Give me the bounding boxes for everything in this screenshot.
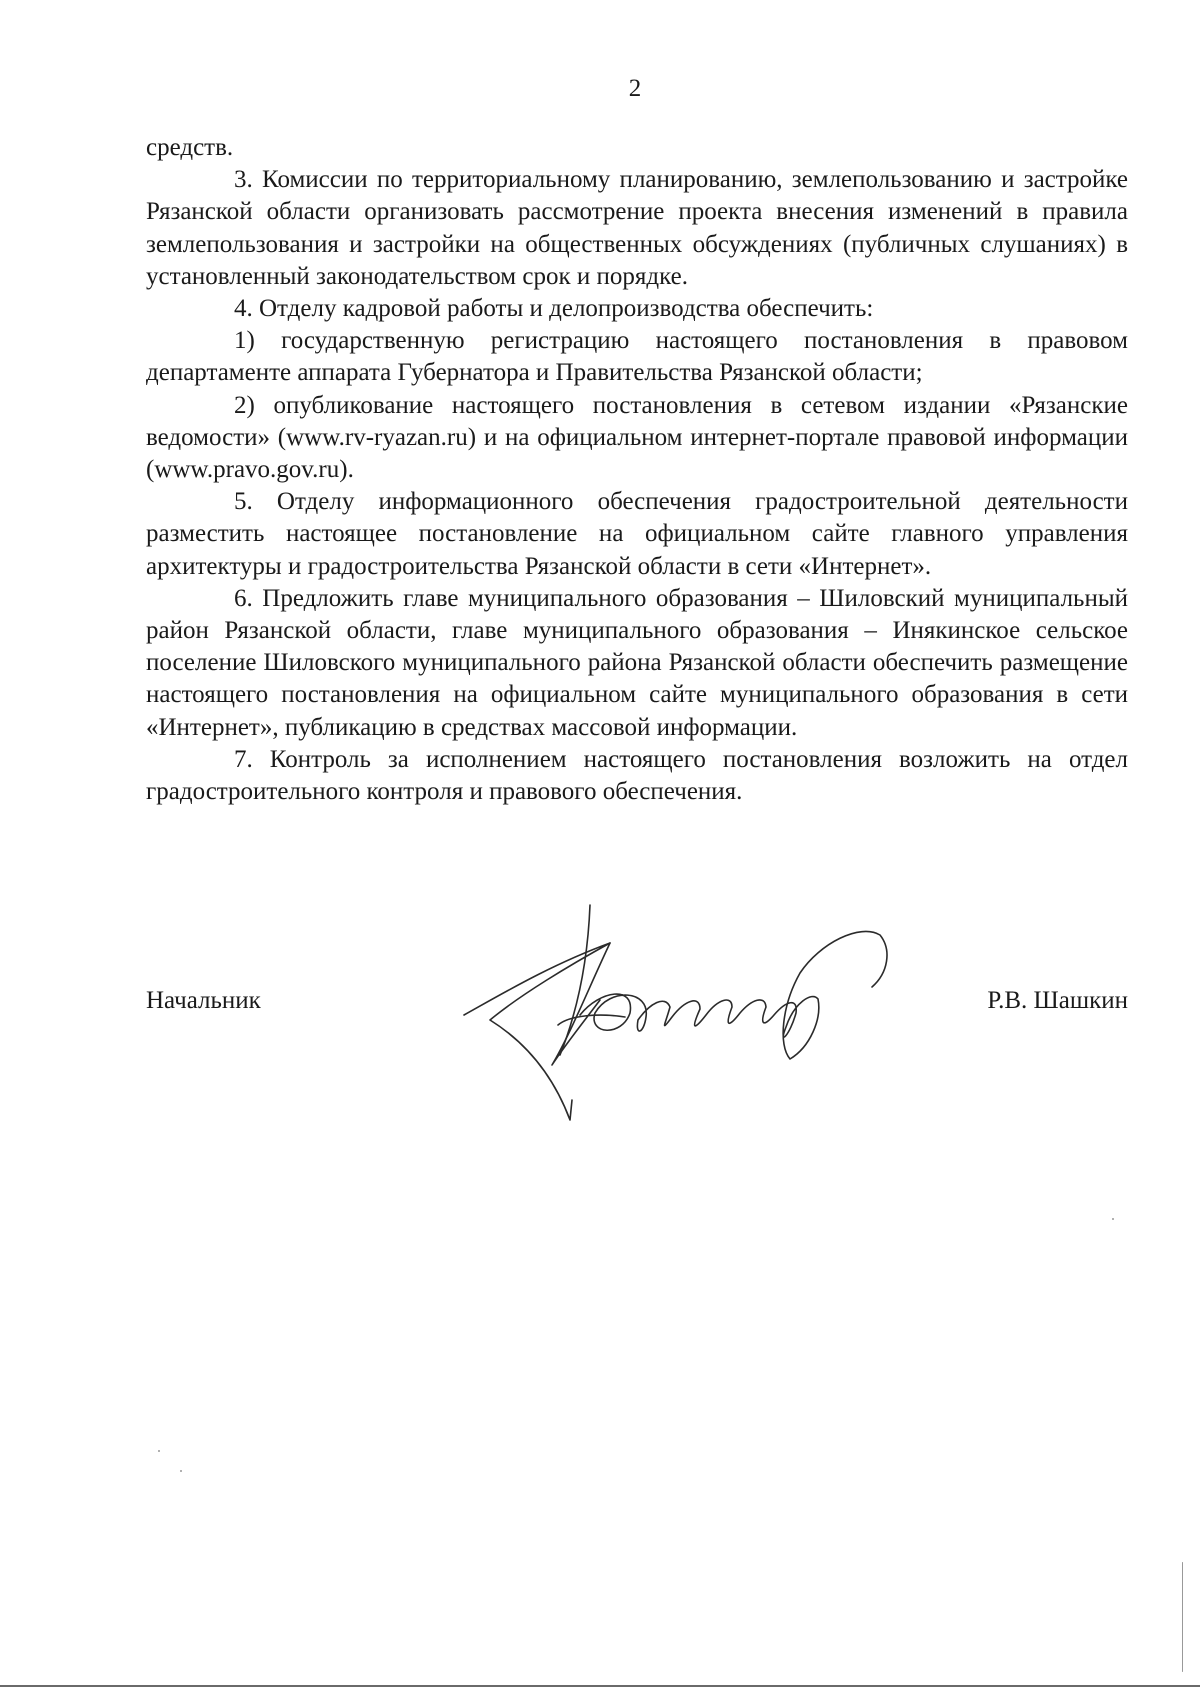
- paragraph-item-3: 3. Комиссии по территориальному планированию, землепользованию и застройке Рязанской области организовать рассмотрение проекта внесения изменений в правила землепользования и застройки на общественных обсуждениях (публичных слушаниях) в установленный законодательством срок и порядке.: [146, 166, 1128, 290]
- signatory-name: Р.В. Шашкин: [987, 987, 1128, 1014]
- scan-speck: [158, 1450, 160, 1452]
- paragraph-item-5: 5. Отделу информационного обеспечения градостроительной деятельности разместить настоящее постановление на официальном сайте главного управления архитектуры и градостроительства Рязанской области в сети «Интернет».: [146, 488, 1128, 580]
- paragraph-item-6: 6. Предложить главе муниципального образования – Шиловский муниципальный район Рязанской области, главе муниципального образования – Инякинское сельское поселение Шиловского муниципального района Рязанской области обеспечить размещение настоящего постановления на официальном сайте муниципального образования в сети «Интернет», публикацию в средствах массовой информации.: [146, 584, 1128, 741]
- paragraph-item-4-2: 2) опубликование настоящего постановления в сетевом издании «Рязанские ведомости» (www.rv-ryazan.ru) и на официальном интернет-портале правовой информации (www.pravo.gov.ru).: [146, 391, 1128, 484]
- scan-speck: [1112, 1218, 1114, 1220]
- paragraph-item-4: 4. Отделу кадровой работы и делопроизводства обеспечить:: [234, 295, 874, 323]
- scan-edge-mark: [1182, 1562, 1183, 1672]
- paragraph-item-4-1: 1) государственную регистрацию настоящего постановления в правовом департаменте аппарата Губернатора и Правительства Рязанской области;: [146, 327, 1128, 387]
- handwritten-signature: [460, 895, 940, 1125]
- document-body: [146, 132, 1128, 808]
- signatory-title: Начальник: [146, 987, 261, 1014]
- scan-speck: [180, 1470, 182, 1472]
- paragraph-item-7: 7. Контроль за исполнением настоящего постановления возложить на отдел градостроительного контроля и правового обеспечения.: [146, 745, 1128, 806]
- scan-bottom-edge: [0, 1685, 1200, 1687]
- paragraph-continuation: средств.: [146, 134, 234, 161]
- page-number: 2: [628, 75, 642, 102]
